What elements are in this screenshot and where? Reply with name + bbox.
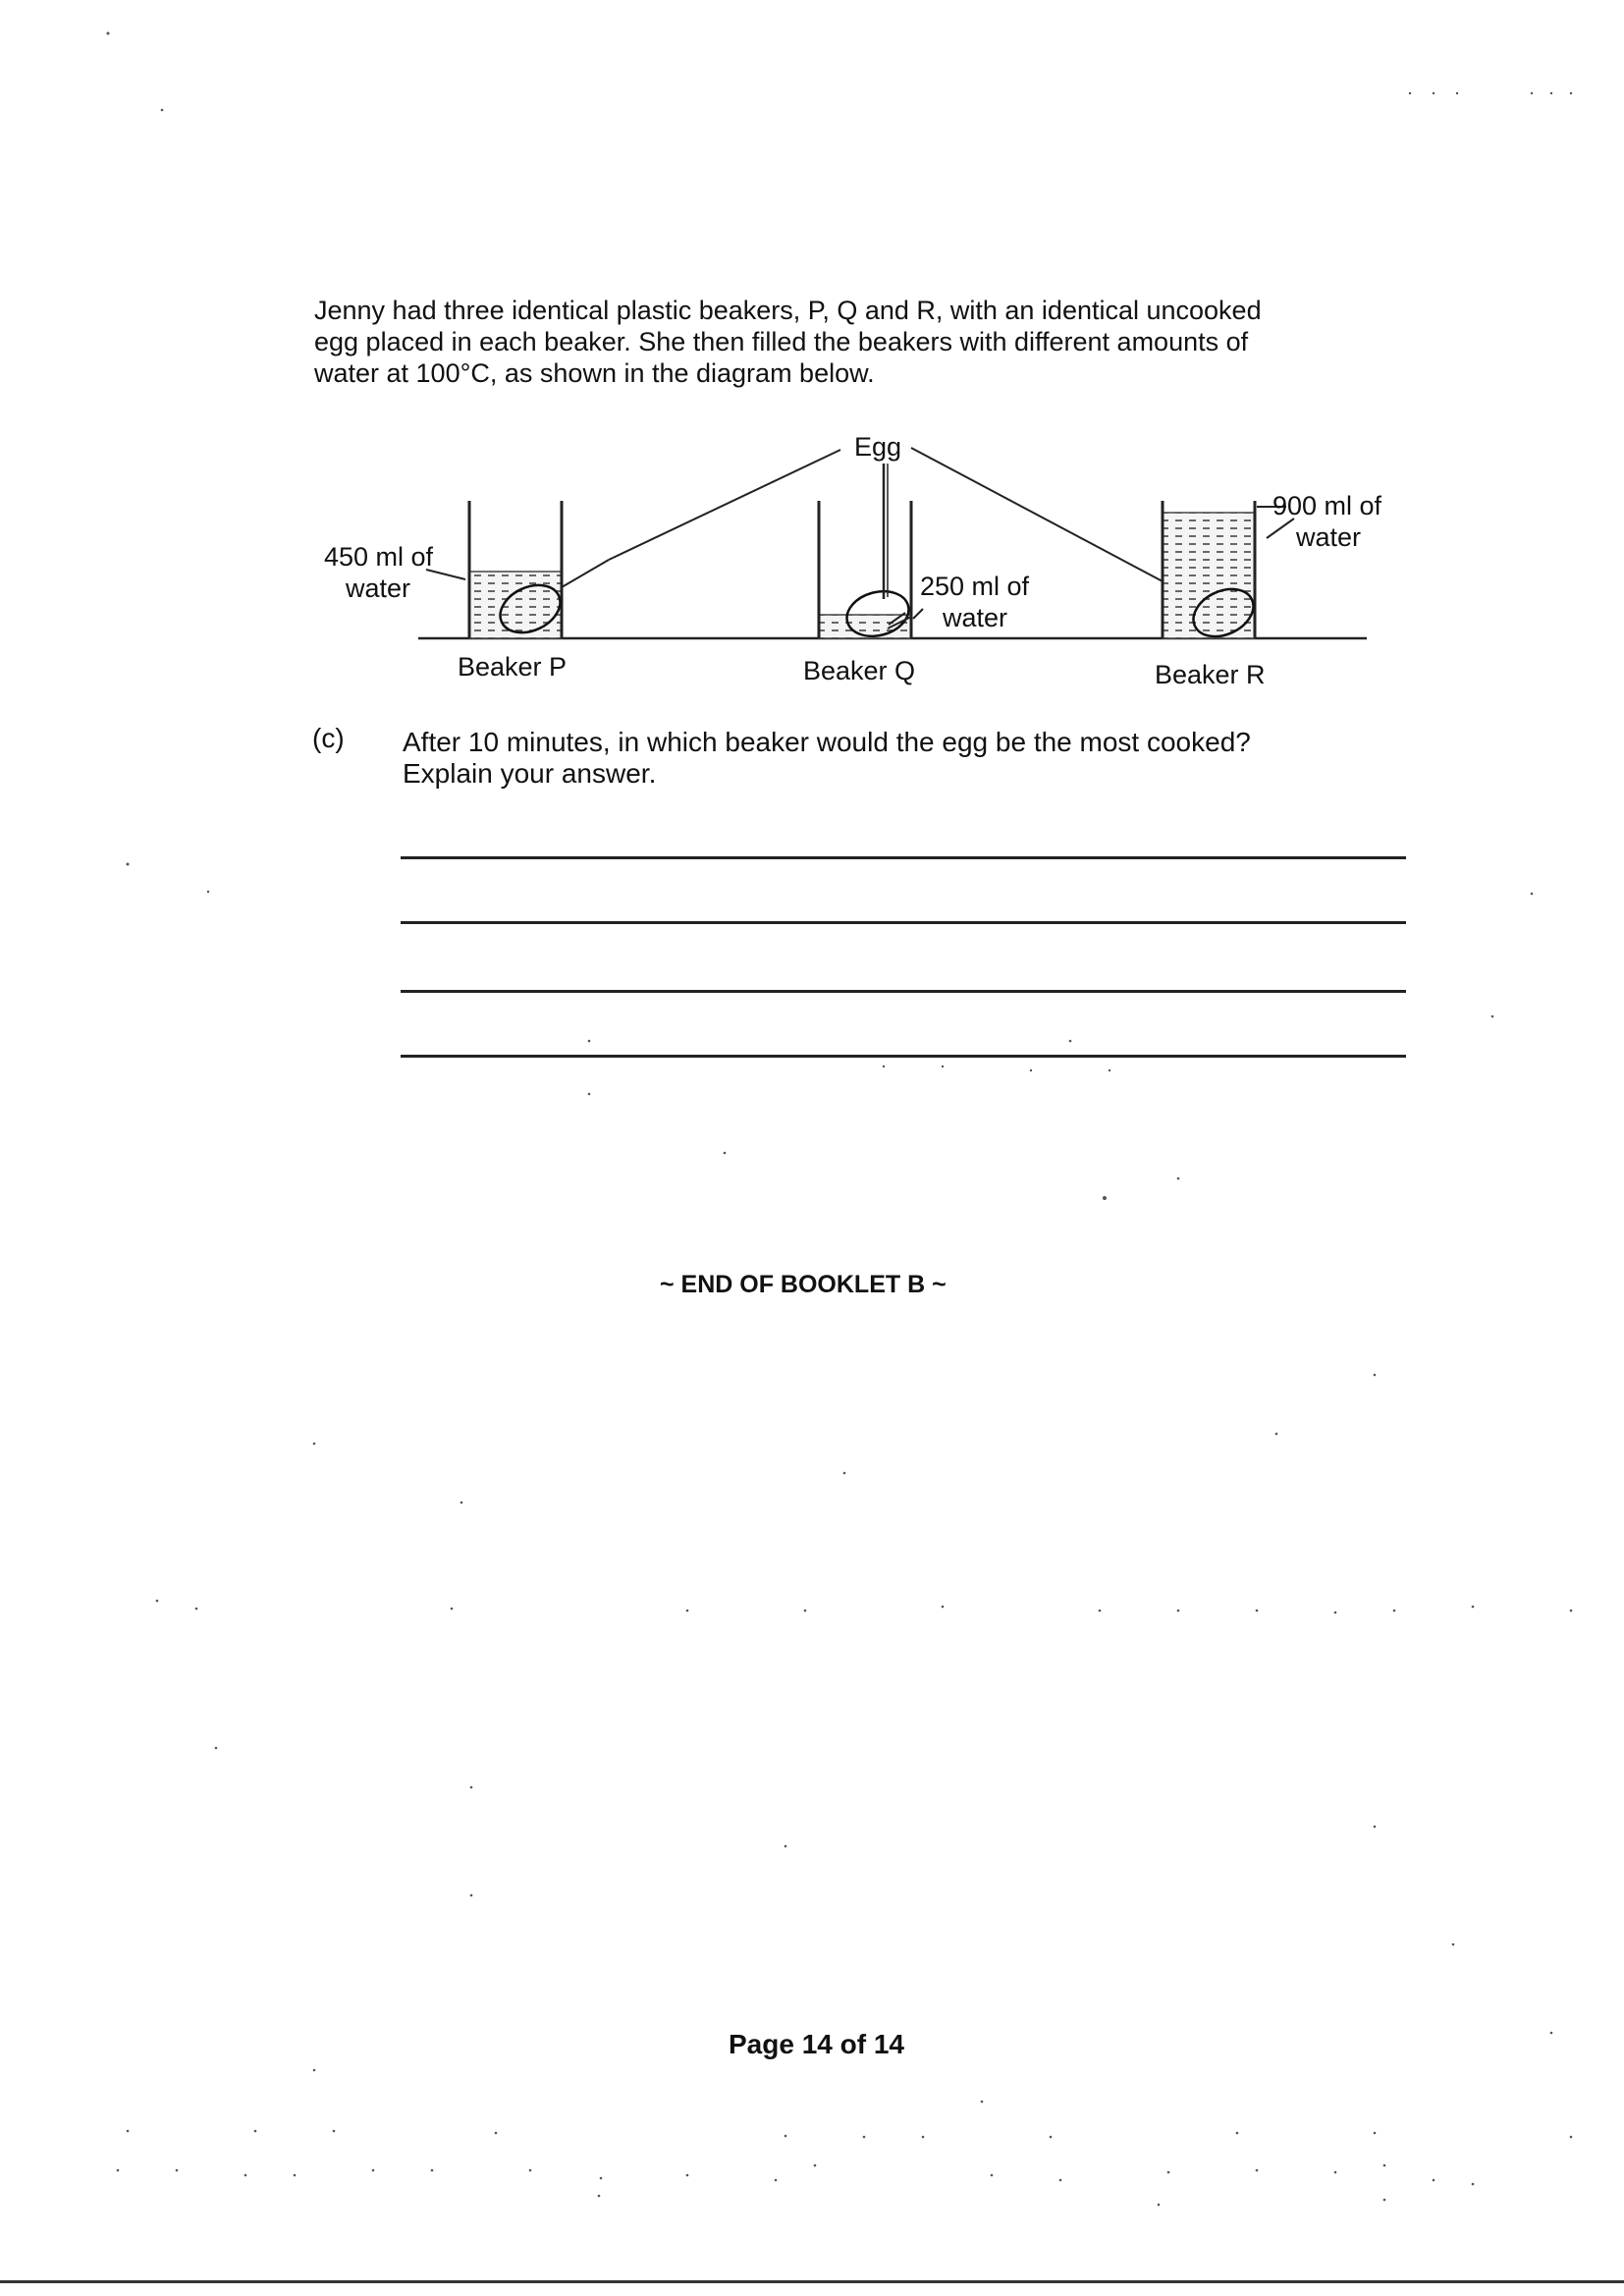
- egg-label: Egg: [854, 432, 902, 462]
- beaker-q-label: Beaker Q: [803, 656, 916, 685]
- question-line-2: Explain your answer.: [403, 758, 657, 789]
- beaker-p-water-label-1: 450 ml of: [324, 542, 434, 572]
- beaker-r-water-label-2: water: [1296, 522, 1362, 552]
- intro-line-3: water at 100°C, as shown in the diagram below.: [314, 358, 875, 388]
- question-label: (c): [312, 723, 345, 753]
- beaker-q-water-label-1: 250 ml of: [920, 572, 1030, 601]
- intro-line-2: egg placed in each beaker. She then filled the beakers with different amounts of: [314, 327, 1249, 356]
- beaker-q-water-label-2: water: [943, 603, 1008, 632]
- end-of-booklet: ~ END OF BOOKLET B ~: [660, 1271, 947, 1298]
- question-line-1: After 10 minutes, in which beaker would the egg be the most cooked?: [403, 727, 1251, 757]
- beaker-r-water-label-1: 900 ml of: [1272, 491, 1382, 520]
- beaker-r-label: Beaker R: [1155, 660, 1266, 689]
- beaker-p-label: Beaker P: [458, 652, 568, 682]
- beaker-p-water-label-2: water: [346, 574, 411, 603]
- intro-line-1: Jenny had three identical plastic beakers, P, Q and R, with an identical uncooked: [314, 296, 1262, 325]
- page-number: Page 14 of 14: [729, 2029, 904, 2059]
